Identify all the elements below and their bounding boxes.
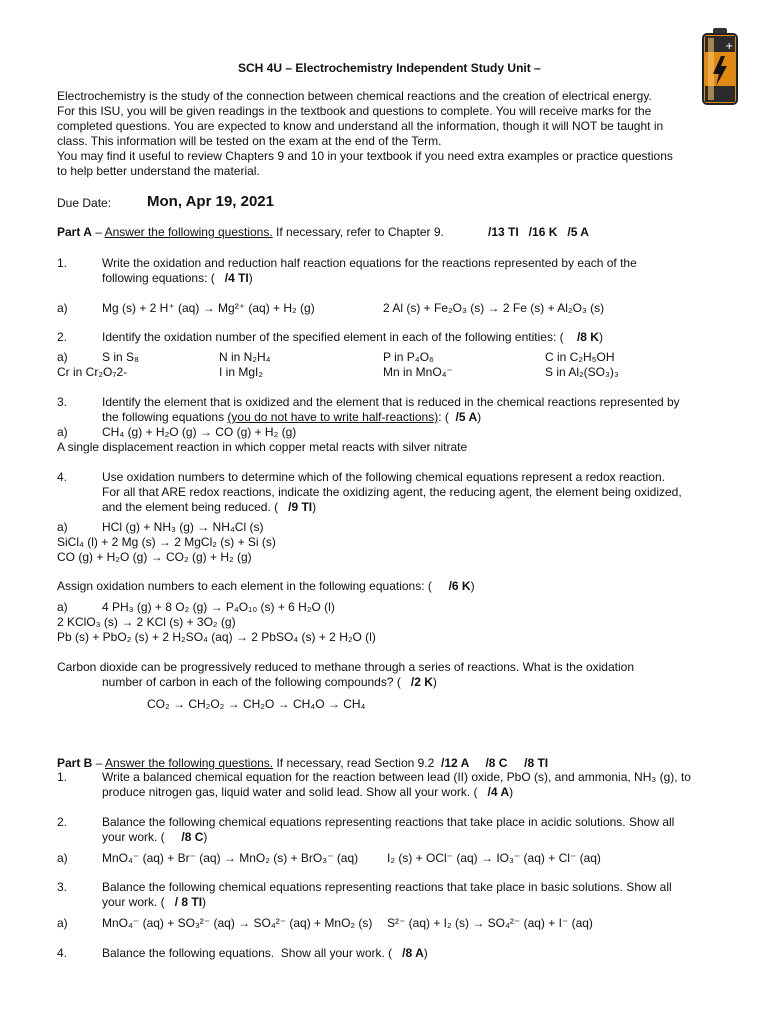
equation: SiCl₄ (l) + 2 Mg (s) → 2 MgCl₂ (s) + Si (s)	[57, 535, 276, 549]
equation: CO₂ → CH₂O₂ → CH₂O → CH₄O → CH₄	[147, 697, 366, 711]
question-number: 1.	[57, 256, 68, 270]
question-text: Assign oxidation numbers to each element in the following equations: ( /6 K)	[57, 579, 475, 593]
item-label: a)	[57, 425, 68, 439]
item-label: a)	[57, 520, 68, 534]
entity: N in N₂H₄	[219, 350, 271, 364]
question-text: Balance the following equations. Show all your work. ( /8 A)	[102, 946, 428, 960]
marks-badge: /5 A	[455, 410, 478, 424]
part-a-label: Part A	[57, 225, 92, 239]
question-number: 3.	[57, 880, 68, 894]
intro-line: completed questions. You are expected to know and understand all the information, though it will NOT be taught in	[57, 119, 664, 133]
entity: S in Al₂(SO₃)₃	[545, 365, 619, 379]
item-label: a)	[57, 301, 68, 315]
intro-line: to help better understand the material.	[57, 164, 260, 178]
entity: P in P₄O₆	[383, 350, 434, 364]
question-text: Write a balanced chemical equation for the reaction between lead (II) oxide, PbO (s), and ammonia, NH₃ (g), to	[102, 770, 691, 784]
marks-badge: /4 TI	[224, 271, 249, 285]
entity: S in S₈	[102, 350, 139, 364]
equation: 2 KClO₃ (s) → 2 KCl (s) + 3O₂ (g)	[57, 615, 236, 629]
svg-text:+: +	[725, 41, 734, 52]
question-number: 2.	[57, 330, 68, 344]
question-number: 1.	[57, 770, 68, 784]
question-text: produce nitrogen gas, liquid water and solid lead. Show all your work. ( /4 A)	[102, 785, 514, 799]
marks-badge: /6 K	[448, 579, 471, 593]
item-label: a)	[57, 851, 68, 865]
entity: Cr in Cr₂O₇2-	[57, 365, 128, 379]
item-label: a)	[57, 600, 68, 614]
question-number: 3.	[57, 395, 68, 409]
question-number: 4.	[57, 470, 68, 484]
part-b-marks: /12 A /8 C /8 TI	[441, 756, 549, 770]
intro-line: Electrochemistry is the study of the connection between chemical reactions and the creation of electrical energy.	[57, 89, 652, 103]
equation: Pb (s) + PbO₂ (s) + 2 H₂SO₄ (aq) → 2 PbSO₄ (s) + 2 H₂O (l)	[57, 630, 376, 644]
marks-badge: /2 K	[410, 675, 433, 689]
due-date-label: Due Date:	[57, 196, 112, 210]
question-text: the following equations (you do not have to write half-reactions): ( /5 A)	[102, 410, 482, 424]
equation: CH₄ (g) + H₂O (g) → CO (g) + H₂ (g)	[102, 425, 297, 439]
question-text: your work. ( /8 C)	[102, 830, 208, 844]
equation: 4 PH₃ (g) + 8 O₂ (g) → P₄O₁₀ (s) + 6 H₂O (l)	[102, 600, 335, 614]
item-label: a)	[57, 916, 68, 930]
question-text: Write the oxidation and reduction half reaction equations for the reactions represented by each of the	[102, 256, 637, 270]
page-title: SCH 4U – Electrochemistry Independent Study Unit –	[238, 61, 541, 75]
marks-badge: / 8 TI	[174, 895, 203, 909]
equation: HCl (g) + NH₃ (g) → NH₄Cl (s)	[102, 520, 264, 534]
question-number: 4.	[57, 946, 68, 960]
question-text: For all that ARE redox reactions, indicate the oxidizing agent, the reducing agent, the element being oxidized,	[102, 485, 682, 499]
part-a-marks: /13 TI /16 K /5 A	[488, 225, 589, 239]
question-text: Identify the element that is oxidized and the element that is reduced in the chemical reactions represented by	[102, 395, 680, 409]
equation: MnO₄⁻ (aq) + Br⁻ (aq) → MnO₂ (s) + BrO₃⁻ (aq)	[102, 851, 359, 865]
intro-line: For this ISU, you will be given readings in the textbook and questions to complete. You will receive marks for the	[57, 104, 652, 118]
marks-badge: /8 K	[576, 330, 599, 344]
equation: MnO₄⁻ (aq) + SO₃²⁻ (aq) → SO₄²⁻ (aq) + MnO₂ (s)	[102, 916, 373, 930]
marks-badge: /4 A	[487, 785, 510, 799]
question-text: following equations: ( /4 TI)	[102, 271, 253, 285]
entity: I in MgI₂	[219, 365, 264, 379]
question-number: 2.	[57, 815, 68, 829]
equation: CO (g) + H₂O (g) → CO₂ (g) + H₂ (g)	[57, 550, 252, 564]
part-a-header: Part A – Answer the following questions. If necessary, refer to Chapter 9.	[57, 225, 444, 239]
marks-badge: /8 C	[181, 830, 204, 844]
battery-icon	[699, 28, 741, 106]
part-b-header: Part B – Answer the following questions. If necessary, read Section 9.2 /12 A /8 C /8 TI	[57, 756, 549, 770]
intro-line: class. This information will be tested on the exam at the end of the Term.	[57, 134, 442, 148]
question-text: number of carbon in each of the following compounds? ( /2 K)	[102, 675, 437, 689]
question-text: your work. ( / 8 TI)	[102, 895, 207, 909]
question-text: Use oxidation numbers to determine which of the following chemical equations represent a redox reaction.	[102, 470, 665, 484]
equation: A single displacement reaction in which copper metal reacts with silver nitrate	[57, 440, 468, 454]
part-b-label: Part B	[57, 756, 93, 770]
equation: 2 Al (s) + Fe₂O₃ (s) → 2 Fe (s) + Al₂O₃ (s)	[383, 301, 605, 315]
equation: I₂ (s) + OCl⁻ (aq) → IO₃⁻ (aq) + Cl⁻ (aq)	[387, 851, 601, 865]
part-b-instruction: Answer the following questions.	[105, 756, 274, 770]
part-a-instruction: Answer the following questions.	[104, 225, 273, 239]
entity: C in C₂H₅OH	[545, 350, 615, 364]
question-text: Identify the oxidation number of the specified element in each of the following entities: ( /8 K)	[102, 330, 603, 344]
question-text: and the element being reduced. ( /9 TI)	[102, 500, 317, 514]
equation: Mg (s) + 2 H⁺ (aq) → Mg²⁺ (aq) + H₂ (g)	[102, 301, 315, 315]
equation: S²⁻ (aq) + I₂ (s) → SO₄²⁻ (aq) + I⁻ (aq)	[387, 916, 593, 930]
item-label: a)	[57, 350, 68, 364]
intro-line: You may find it useful to review Chapters 9 and 10 in your textbook if you need extra examples or practice questions	[57, 149, 673, 163]
marks-badge: /8 A	[402, 946, 424, 960]
question-text: Carbon dioxide can be progressively reduced to methane through a series of reactions. What is the oxidation	[57, 660, 634, 674]
marks-badge: /9 TI	[288, 500, 313, 514]
due-date-value: Mon, Apr 19, 2021	[147, 193, 274, 210]
entity: Mn in MnO₄⁻	[383, 365, 453, 379]
question-text: Balance the following chemical equations representing reactions that take place in basic solutions. Show all	[102, 880, 672, 894]
question-text: Balance the following chemical equations representing reactions that take place in acidic solutions. Show all	[102, 815, 675, 829]
